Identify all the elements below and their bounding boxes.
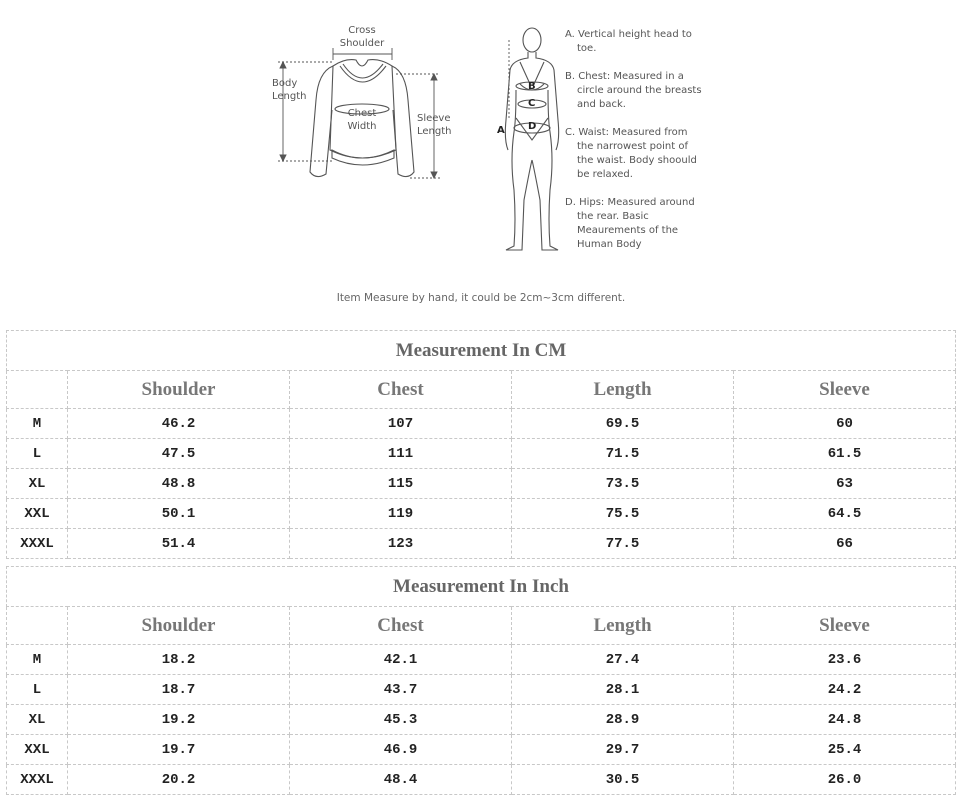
value-cell: 46.2 bbox=[68, 409, 290, 439]
table-cm-header bbox=[7, 371, 956, 409]
size-cell: XXXL bbox=[7, 765, 68, 795]
value-cell: 48.4 bbox=[290, 765, 512, 795]
letter-b: B bbox=[528, 81, 536, 92]
header-cell: Length bbox=[512, 607, 734, 645]
value-cell: 64.5 bbox=[734, 499, 956, 529]
letter-d: D bbox=[528, 121, 537, 132]
value-cell: 46.9 bbox=[290, 735, 512, 765]
size-cell: L bbox=[7, 439, 68, 469]
header-cell bbox=[7, 607, 68, 645]
value-cell: 23.6 bbox=[734, 645, 956, 675]
label-body-length: Body Length bbox=[272, 78, 307, 102]
table-inch bbox=[6, 566, 956, 795]
value-cell: 51.4 bbox=[68, 529, 290, 559]
table-inch-header bbox=[7, 607, 956, 645]
header-cell bbox=[7, 371, 68, 409]
value-cell: 18.7 bbox=[68, 675, 290, 705]
table-cm bbox=[6, 330, 956, 559]
value-cell: 48.8 bbox=[68, 469, 290, 499]
table-row bbox=[7, 645, 956, 675]
value-cell: 61.5 bbox=[734, 439, 956, 469]
value-cell: 42.1 bbox=[290, 645, 512, 675]
size-cell: L bbox=[7, 675, 68, 705]
value-cell: 77.5 bbox=[512, 529, 734, 559]
size-cell: M bbox=[7, 645, 68, 675]
label-sleeve-length: Sleeve Length bbox=[417, 113, 452, 137]
value-cell: 66 bbox=[734, 529, 956, 559]
value-cell: 63 bbox=[734, 469, 956, 499]
value-cell: 50.1 bbox=[68, 499, 290, 529]
table-cm-title: Measurement In CM bbox=[7, 331, 956, 371]
value-cell: 47.5 bbox=[68, 439, 290, 469]
header-cell: Length bbox=[512, 371, 734, 409]
measurement-notes bbox=[565, 28, 705, 266]
value-cell: 43.7 bbox=[290, 675, 512, 705]
value-cell: 20.2 bbox=[68, 765, 290, 795]
table-inch-title: Measurement In Inch bbox=[7, 567, 956, 607]
measure-caption: Item Measure by hand, it could be 2cm~3cm different. bbox=[336, 292, 626, 304]
note-d: D. Hips: Measured around the rear. Basic Meaurements of the Human Body bbox=[565, 197, 695, 250]
value-cell: 73.5 bbox=[512, 469, 734, 499]
note-c: C. Waist: Measured from the narrowest point of the waist. Body shoould be relaxed. bbox=[565, 127, 697, 180]
value-cell: 45.3 bbox=[290, 705, 512, 735]
size-cell: XXL bbox=[7, 499, 68, 529]
table-row bbox=[7, 529, 956, 559]
value-cell: 24.8 bbox=[734, 705, 956, 735]
header-cell: Sleeve bbox=[734, 371, 956, 409]
value-cell: 29.7 bbox=[512, 735, 734, 765]
letter-c: C bbox=[528, 98, 536, 109]
value-cell: 27.4 bbox=[512, 645, 734, 675]
value-cell: 19.2 bbox=[68, 705, 290, 735]
label-cross-shoulder: Cross Shoulder bbox=[339, 25, 385, 49]
value-cell: 115 bbox=[290, 469, 512, 499]
value-cell: 60 bbox=[734, 409, 956, 439]
table-row bbox=[7, 705, 956, 735]
size-cell: XXXL bbox=[7, 529, 68, 559]
value-cell: 24.2 bbox=[734, 675, 956, 705]
value-cell: 71.5 bbox=[512, 439, 734, 469]
header-cell: Sleeve bbox=[734, 607, 956, 645]
table-row bbox=[7, 765, 956, 795]
size-cell: XXL bbox=[7, 735, 68, 765]
label-chest-width: Chest Width bbox=[347, 108, 377, 132]
size-cell: XL bbox=[7, 705, 68, 735]
value-cell: 69.5 bbox=[512, 409, 734, 439]
value-cell: 25.4 bbox=[734, 735, 956, 765]
size-cell: M bbox=[7, 409, 68, 439]
table-row bbox=[7, 675, 956, 705]
value-cell: 111 bbox=[290, 439, 512, 469]
header-cell: Shoulder bbox=[68, 607, 290, 645]
value-cell: 28.9 bbox=[512, 705, 734, 735]
table-row bbox=[7, 409, 956, 439]
header-cell: Shoulder bbox=[68, 371, 290, 409]
value-cell: 123 bbox=[290, 529, 512, 559]
note-a: A. Vertical height head to toe. bbox=[565, 29, 692, 54]
value-cell: 107 bbox=[290, 409, 512, 439]
note-b: B. Chest: Measured in a circle around the breasts and back. bbox=[565, 71, 702, 110]
table-row bbox=[7, 439, 956, 469]
value-cell: 18.2 bbox=[68, 645, 290, 675]
value-cell: 75.5 bbox=[512, 499, 734, 529]
table-row bbox=[7, 499, 956, 529]
value-cell: 19.7 bbox=[68, 735, 290, 765]
letter-a: A bbox=[497, 125, 505, 136]
measurement-diagram bbox=[0, 0, 962, 290]
table-row bbox=[7, 735, 956, 765]
value-cell: 30.5 bbox=[512, 765, 734, 795]
header-cell: Chest bbox=[290, 371, 512, 409]
value-cell: 26.0 bbox=[734, 765, 956, 795]
table-row bbox=[7, 469, 956, 499]
header-cell: Chest bbox=[290, 607, 512, 645]
diagram-drawing bbox=[0, 0, 962, 290]
value-cell: 28.1 bbox=[512, 675, 734, 705]
size-cell: XL bbox=[7, 469, 68, 499]
human-body-icon bbox=[505, 28, 558, 250]
value-cell: 119 bbox=[290, 499, 512, 529]
